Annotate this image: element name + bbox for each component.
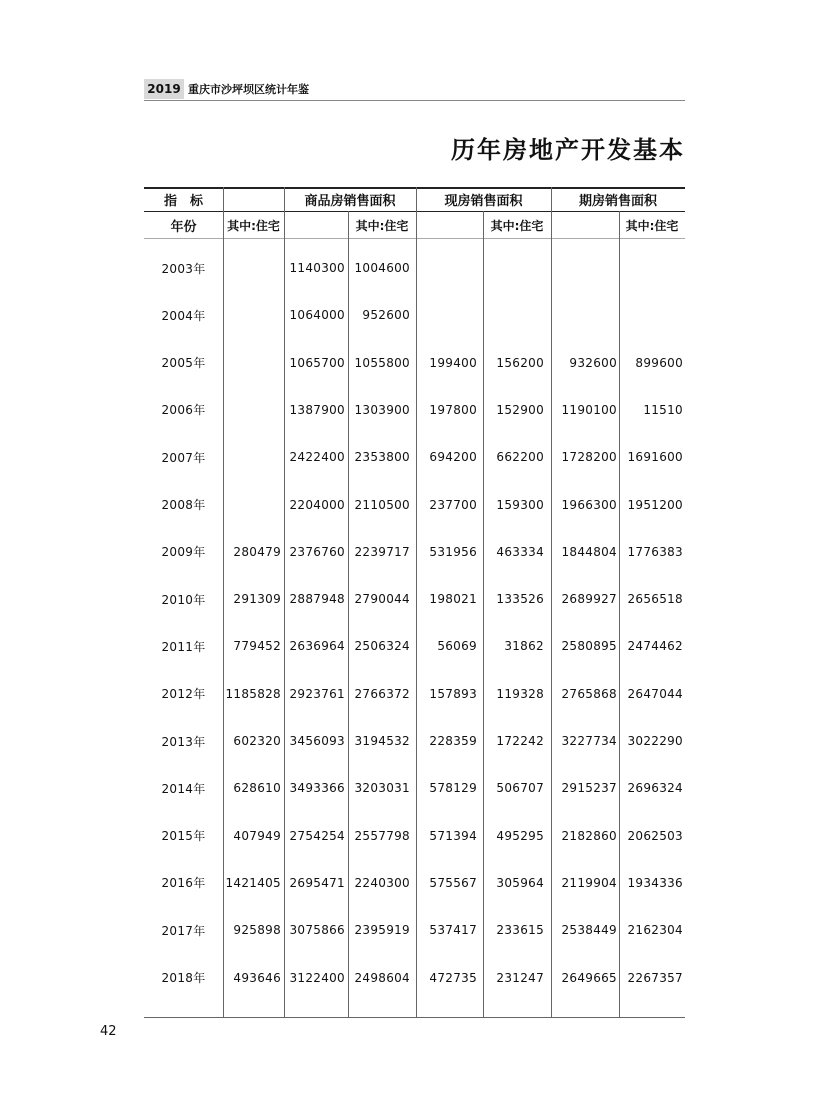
row-value-cell: 952600: [362, 308, 410, 323]
row-year-cell: 2010年: [161, 592, 206, 607]
row-value-cell: 3122400: [289, 970, 345, 985]
row-value-cell: 157893: [429, 686, 477, 701]
row-value-cell: 779452: [233, 639, 281, 654]
row-value-cell: 2395919: [354, 923, 410, 938]
row-value-cell: 119328: [496, 686, 544, 701]
row-value-cell: 3493366: [289, 781, 345, 796]
row-value-cell: [223, 352, 281, 374]
row-value-cell: 2422400: [289, 450, 345, 465]
row-value-cell: 3456093: [289, 734, 345, 748]
col-divider: [348, 211, 349, 1018]
table-row: [144, 730, 685, 752]
row-value-cell: [551, 257, 617, 279]
header-year: 年份: [170, 219, 197, 235]
row-value-cell: 2887948: [289, 592, 345, 607]
row-value-cell: 231247: [496, 970, 544, 985]
row-value-cell: 2062503: [627, 828, 683, 843]
row-value-cell: 2580895: [561, 639, 617, 654]
row-value-cell: 172242: [496, 734, 544, 748]
row-value-cell: 2110500: [354, 497, 410, 512]
row-value-cell: 1185828: [225, 686, 281, 701]
row-value-cell: 2766372: [354, 686, 410, 701]
row-value-cell: 1421405: [225, 875, 281, 890]
row-value-cell: 2649665: [561, 970, 617, 985]
row-year-cell: 2018年: [161, 971, 206, 985]
row-value-cell: 1387900: [289, 402, 345, 417]
header-residential-sub: 其中:住宅: [355, 218, 409, 233]
header-residential-sub: 其中:住宅: [490, 218, 544, 233]
data-table: [144, 187, 685, 1018]
row-value-cell: 2656518: [627, 592, 683, 607]
row-value-cell: 2353800: [354, 450, 410, 465]
header-commercial-area: 商品房销售面积: [304, 193, 396, 209]
row-value-cell: 2923761: [289, 686, 345, 701]
row-value-cell: 1691600: [627, 450, 683, 465]
row-value-cell: 1140300: [289, 261, 345, 275]
row-value-cell: 1065700: [289, 355, 345, 370]
header-indicator: 指 标: [163, 193, 203, 209]
row-value-cell: 2557798: [354, 828, 410, 843]
row-value-cell: 2695471: [289, 875, 345, 890]
row-year-cell: 2012年: [161, 687, 206, 702]
row-value-cell: 3075866: [289, 923, 345, 938]
row-value-cell: [223, 304, 281, 326]
row-value-cell: 3022290: [627, 734, 683, 748]
header-rule: [144, 100, 685, 101]
row-value-cell: 2538449: [561, 923, 617, 938]
row-value-cell: [619, 257, 683, 279]
row-value-cell: 932600: [569, 355, 617, 370]
row-value-cell: 571394: [429, 828, 477, 843]
row-year-cell: 2011年: [161, 639, 206, 654]
row-value-cell: 1776383: [627, 544, 683, 559]
row-value-cell: 2696324: [627, 781, 683, 796]
row-value-cell: 291309: [233, 592, 281, 607]
table-row: [144, 304, 685, 326]
row-value-cell: [619, 304, 683, 326]
row-year-cell: 2017年: [161, 923, 206, 938]
row-value-cell: 2267357: [627, 970, 683, 985]
table-row: [144, 872, 685, 894]
row-value-cell: 662200: [496, 450, 544, 465]
row-value-cell: 233615: [496, 923, 544, 938]
row-value-cell: 156200: [496, 355, 544, 370]
row-value-cell: 133526: [496, 592, 544, 607]
row-value-cell: 2506324: [354, 639, 410, 654]
row-value-cell: 3203031: [354, 781, 410, 796]
row-value-cell: 694200: [429, 450, 477, 465]
row-year-cell: 2014年: [161, 781, 206, 796]
row-value-cell: 628610: [233, 781, 281, 796]
row-value-cell: 578129: [429, 781, 477, 796]
row-value-cell: 1966300: [561, 497, 617, 512]
row-value-cell: 1064000: [289, 308, 345, 323]
row-value-cell: 2915237: [561, 781, 617, 796]
page-number: 42: [100, 1024, 117, 1039]
table-bottom-rule: [144, 1017, 685, 1018]
running-header: [144, 79, 685, 99]
row-year-cell: 2009年: [161, 545, 206, 560]
row-value-cell: 237700: [429, 497, 477, 512]
row-value-cell: 472735: [429, 970, 477, 985]
row-value-cell: 493646: [233, 970, 281, 985]
row-value-cell: [223, 257, 281, 279]
row-value-cell: 463334: [496, 544, 544, 559]
table-row: [144, 683, 685, 705]
header-year: 2019: [144, 79, 184, 99]
row-value-cell: [483, 304, 544, 326]
row-value-cell: 2182860: [561, 828, 617, 843]
row-value-cell: 2765868: [561, 686, 617, 701]
row-value-cell: 31862: [504, 639, 544, 654]
row-value-cell: 2647044: [627, 686, 683, 701]
table-row: [144, 825, 685, 847]
row-value-cell: 2204000: [289, 497, 345, 512]
row-value-cell: 152900: [496, 402, 544, 417]
row-value-cell: 575567: [429, 875, 477, 890]
table-row: [144, 777, 685, 799]
row-value-cell: [223, 446, 281, 468]
table-row: [144, 967, 685, 989]
row-value-cell: 2239717: [354, 544, 410, 559]
header-bottom-rule: [144, 238, 685, 239]
row-year-cell: 2016年: [161, 876, 206, 891]
row-value-cell: 2498604: [354, 970, 410, 985]
header-mid-rule: [144, 211, 685, 212]
row-year-cell: 2005年: [161, 356, 206, 371]
row-value-cell: 2790044: [354, 592, 410, 607]
row-value-cell: 506707: [496, 781, 544, 796]
page-title: 历年房地产开发基本: [451, 136, 685, 164]
row-year-cell: 2015年: [161, 829, 206, 844]
table-row: [144, 257, 685, 279]
row-value-cell: 2119904: [561, 875, 617, 890]
row-value-cell: 899600: [635, 355, 683, 370]
row-value-cell: [416, 257, 477, 279]
row-value-cell: 1055800: [354, 355, 410, 370]
header-presale-area: 期房销售面积: [578, 193, 657, 209]
header-residential-sub: 其中:住宅: [625, 218, 679, 233]
row-value-cell: 531956: [429, 544, 477, 559]
row-year-cell: 2007年: [161, 450, 206, 465]
table-row: [144, 919, 685, 941]
row-value-cell: 56069: [437, 639, 477, 654]
row-value-cell: 3227734: [561, 734, 617, 748]
row-value-cell: 228359: [429, 734, 477, 748]
row-value-cell: 495295: [496, 828, 544, 843]
row-value-cell: 2636964: [289, 639, 345, 654]
row-year-cell: 2006年: [161, 403, 206, 418]
row-value-cell: [223, 399, 281, 421]
row-value-cell: 1844804: [561, 544, 617, 559]
header-residential-sub: 其中:住宅: [227, 218, 280, 233]
row-value-cell: 537417: [429, 923, 477, 938]
row-value-cell: 2474462: [627, 639, 683, 654]
row-value-cell: 280479: [233, 544, 281, 559]
row-value-cell: 1934336: [627, 875, 683, 890]
row-value-cell: 1004600: [354, 261, 410, 275]
row-value-cell: 602320: [233, 734, 281, 748]
table-row: [144, 446, 685, 468]
row-value-cell: 2754254: [289, 828, 345, 843]
row-value-cell: 1951200: [627, 497, 683, 512]
table-row: [144, 635, 685, 657]
row-value-cell: 11510: [643, 402, 683, 417]
row-value-cell: 2162304: [627, 923, 683, 938]
col-divider: [619, 211, 620, 1018]
row-value-cell: 199400: [429, 355, 477, 370]
table-row: [144, 352, 685, 374]
header-existing-area: 现房销售面积: [444, 193, 523, 209]
row-value-cell: 1190100: [561, 402, 617, 417]
row-value-cell: 3194532: [354, 734, 410, 748]
table-row: [144, 494, 685, 516]
row-value-cell: 1303900: [354, 402, 410, 417]
row-value-cell: [551, 304, 617, 326]
row-value-cell: 197800: [429, 402, 477, 417]
row-value-cell: 407949: [233, 828, 281, 843]
row-value-cell: 198021: [429, 592, 477, 607]
row-value-cell: 2376760: [289, 544, 345, 559]
row-value-cell: [483, 257, 544, 279]
table-row: [144, 588, 685, 610]
row-year-cell: 2008年: [161, 498, 206, 512]
row-year-cell: 2004年: [161, 308, 206, 323]
row-value-cell: 2240300: [354, 875, 410, 890]
table-row: [144, 399, 685, 421]
row-value-cell: 159300: [496, 497, 544, 512]
row-value-cell: [416, 304, 477, 326]
row-value-cell: [223, 494, 281, 516]
row-year-cell: 2003年: [161, 261, 206, 276]
row-value-cell: 2689927: [561, 592, 617, 607]
row-value-cell: 925898: [233, 923, 281, 938]
col-divider: [483, 211, 484, 1018]
row-value-cell: 1728200: [561, 450, 617, 465]
row-year-cell: 2013年: [161, 734, 206, 749]
header-book-title: 重庆市沙坪坝区统计年鉴: [188, 83, 309, 96]
row-value-cell: 305964: [496, 875, 544, 890]
table-row: [144, 541, 685, 563]
